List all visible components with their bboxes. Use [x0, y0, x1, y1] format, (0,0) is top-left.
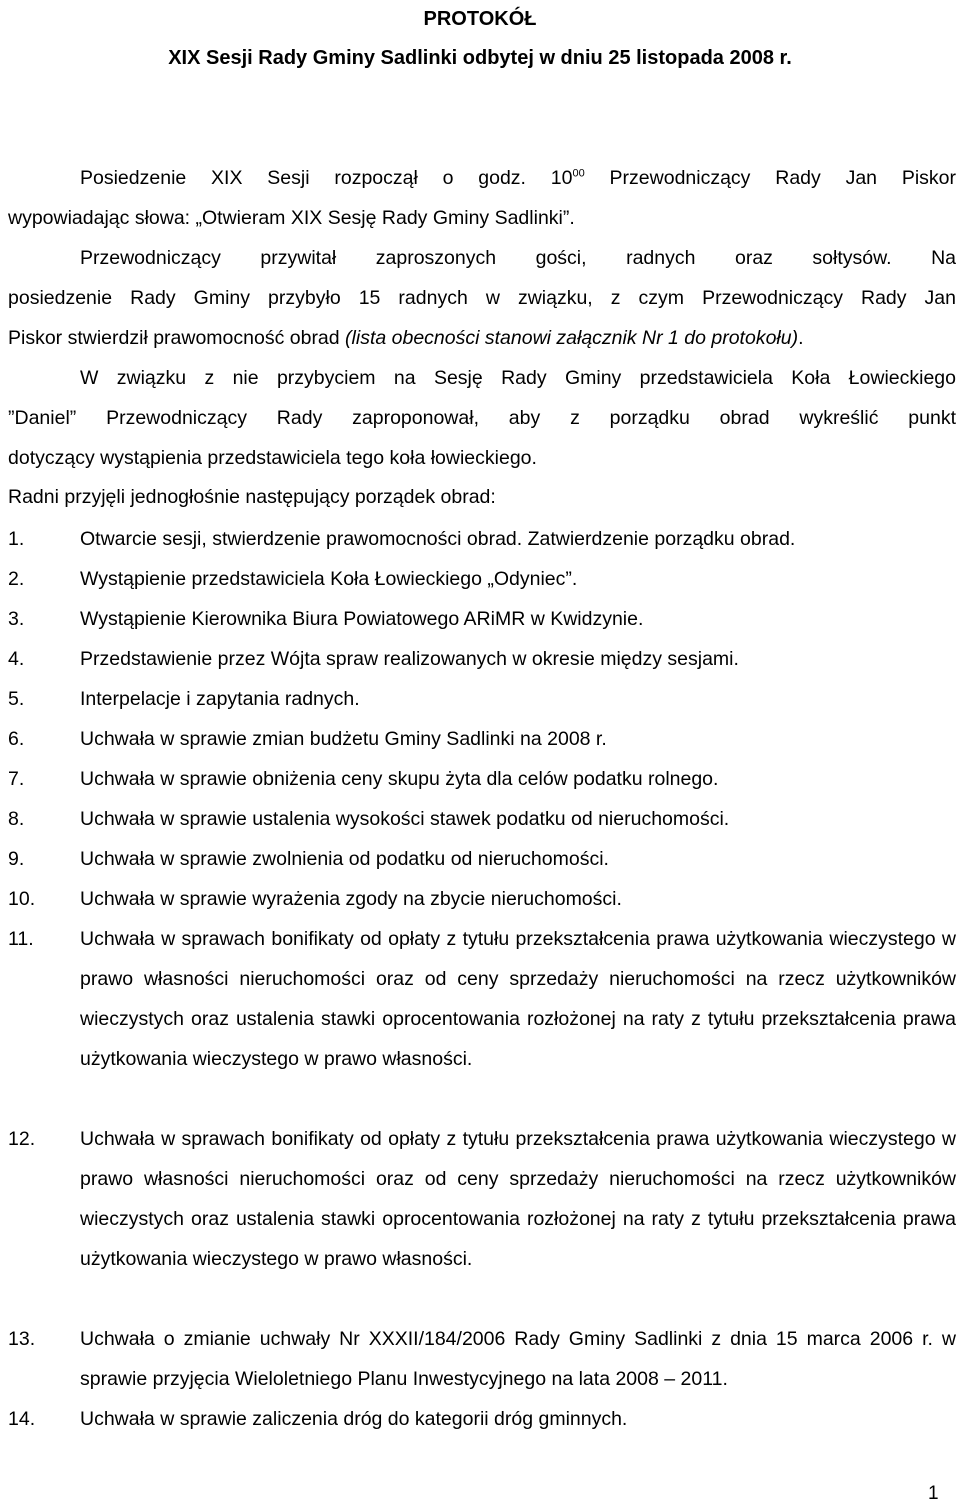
agenda-item	[0, 598, 960, 638]
agenda-item-number: 10.	[8, 888, 36, 910]
agenda-item-text: Uchwała o zmianie uchwały Nr XXXII/184/2006 Rady Gminy Sadlinki z dnia 15 marca 2006 r. w sprawie przyjęcia Wieloletniego Planu Inwestycyjnego na lata 2008 – 2011.	[80, 1328, 956, 1390]
intro-line-4: posiedzenie Rady Gminy przybyło 15 radnych w związku, z czym Przewodniczący Rady Jan	[8, 287, 956, 309]
agenda-item	[0, 798, 960, 838]
agenda-item-text: Uchwała w sprawie zaliczenia dróg do kategorii dróg gminnych.	[80, 1408, 628, 1430]
agenda-item-number: 3.	[8, 608, 25, 630]
agenda-item	[0, 878, 960, 918]
agenda-item	[0, 838, 960, 878]
agenda-item	[0, 518, 960, 558]
agenda-item-text: Przedstawienie przez Wójta spraw realizowanych w okresie między sesjami.	[80, 648, 739, 670]
agenda-item	[0, 638, 960, 678]
agenda-item-number: 9.	[8, 848, 25, 870]
agenda-item	[0, 718, 960, 758]
attendance-note: (lista obecności stanowi załącznik Nr 1 do protokołu)	[345, 327, 799, 349]
agenda-item-number: 13.	[8, 1328, 36, 1350]
agenda-item-number: 5.	[8, 688, 25, 710]
intro-line-7: ”Daniel” Przewodniczący Rady zaproponował, aby z porządku obrad wykreślić punkt	[8, 407, 956, 429]
agenda-item-text: Uchwała w sprawie wyrażenia zgody na zbycie nieruchomości.	[80, 888, 622, 910]
agenda-item-number: 7.	[8, 768, 25, 790]
agenda-item-number: 1.	[8, 528, 25, 550]
agenda-list	[0, 518, 960, 1438]
intro-line-5-text: Piskor stwierdził prawomocność obrad	[8, 327, 346, 349]
intro-line-2: wypowiadając słowa: „Otwieram XIX Sesję Rady Gminy Sadlinki”.	[8, 207, 575, 229]
intro-line-1	[80, 166, 956, 190]
intro-line-5	[8, 326, 804, 350]
agenda-item-text: Uchwała w sprawie ustalenia wysokości stawek podatku od nieruchomości.	[80, 808, 730, 830]
agenda-item-number: 11.	[8, 928, 34, 950]
agenda-item-text: Wystąpienie Kierownika Biura Powiatowego ARiMR w Kwidzynie.	[80, 608, 644, 630]
agenda-intro: Radni przyjęli jednogłośnie następujący porządek obrad:	[8, 486, 496, 508]
agenda-item	[0, 558, 960, 598]
agenda-item-number: 12.	[8, 1128, 36, 1150]
agenda-item-text: Wystąpienie przedstawiciela Koła Łowieckiego „Odyniec”.	[80, 568, 578, 590]
intro-line-5-end: .	[798, 327, 804, 349]
agenda-item	[0, 1118, 960, 1318]
agenda-item-number: 8.	[8, 808, 25, 830]
document-subtitle: XIX Sesji Rady Gminy Sadlinki odbytej w dniu 25 listopada 2008 r.	[168, 47, 792, 69]
agenda-item	[0, 678, 960, 718]
agenda-item-text: Uchwała w sprawie zmian budżetu Gminy Sadlinki na 2008 r.	[80, 728, 607, 750]
agenda-item-text: Uchwała w sprawie obniżenia ceny skupu żyta dla celów podatku rolnego.	[80, 768, 719, 790]
agenda-item-text: Interpelacje i zapytania radnych.	[80, 688, 360, 710]
agenda-item-text: Uchwała w sprawach bonifikaty od opłaty z tytułu przekształcenia prawa użytkowania wieczystego w prawo własności nieruchomości oraz od ceny sprzedaży nieruchomości na rzecz użytkowników wieczystych oraz ustalenia stawki oprocentowania rozłożonej na raty z tytułu przekształcenia prawa użytkowania wieczystego w prawo własności.	[80, 1128, 956, 1270]
agenda-item-text: Uchwała w sprawach bonifikaty od opłaty z tytułu przekształcenia prawa użytkowania wieczystego w prawo własności nieruchomości oraz od ceny sprzedaży nieruchomości na rzecz użytkowników wieczystych oraz ustalenia stawki oprocentowania rozłożonej na raty z tytułu przekształcenia prawa użytkowania wieczystego w prawo własności.	[80, 928, 956, 1070]
document-title: PROTOKÓŁ	[423, 8, 537, 30]
time-superscript: 00	[572, 167, 585, 180]
agenda-item	[0, 758, 960, 798]
intro-line-3: Przewodniczący przywitał zaproszonych gości, radnych oraz sołtysów. Na	[80, 247, 956, 269]
intro-line-6: W związku z nie przybyciem na Sesję Rady Gminy przedstawiciela Koła Łowieckiego	[80, 367, 956, 389]
agenda-item	[0, 1398, 960, 1438]
agenda-item-number: 14.	[8, 1408, 36, 1430]
agenda-item-number: 4.	[8, 648, 25, 670]
agenda-item-number: 2.	[8, 568, 25, 590]
agenda-item-text: Uchwała w sprawie zwolnienia od podatku od nieruchomości.	[80, 848, 609, 870]
agenda-item	[0, 1318, 960, 1398]
intro-line-1-text-end: Przewodniczący Rady Jan Piskor	[609, 167, 956, 189]
intro-line-8: dotyczący wystąpienia przedstawiciela tego koła łowieckiego.	[8, 447, 537, 469]
agenda-item-number: 6.	[8, 728, 25, 750]
agenda-item-text: Otwarcie sesji, stwierdzenie prawomocności obrad. Zatwierdzenie porządku obrad.	[80, 528, 796, 550]
intro-line-1-text: Posiedzenie XIX Sesji rozpoczął o godz. 10	[80, 167, 573, 189]
page-number: 1	[928, 1483, 939, 1504]
agenda-item	[0, 918, 960, 1118]
